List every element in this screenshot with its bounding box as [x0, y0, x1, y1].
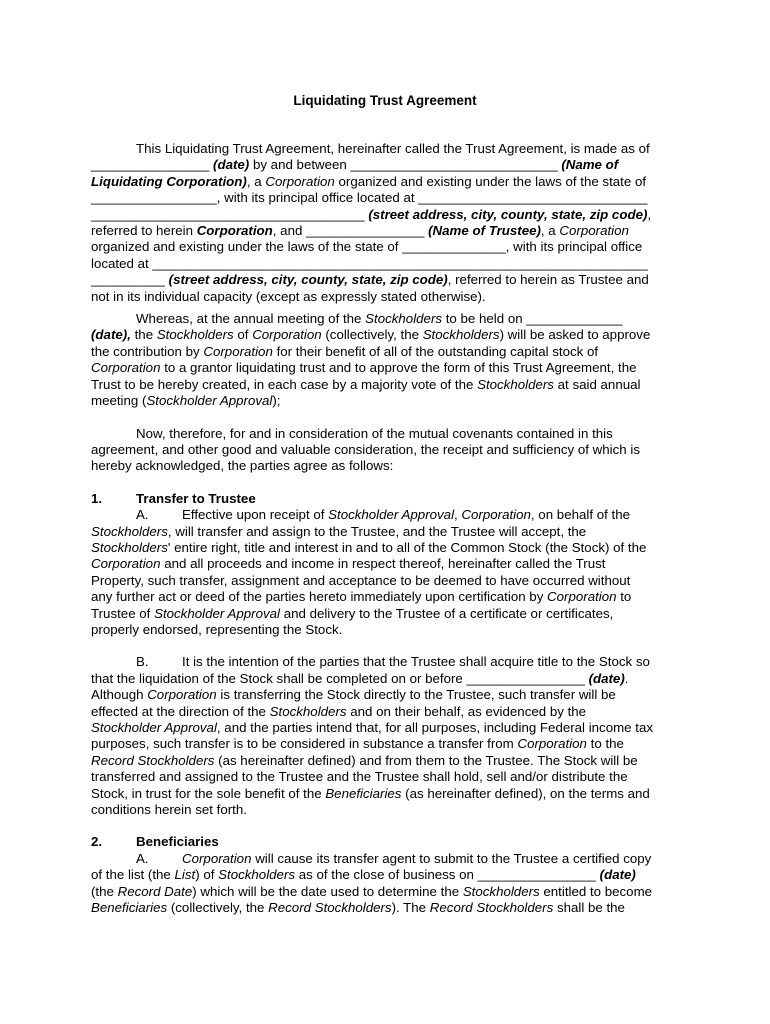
section-1b-line-5: Stockholder Approval, and the parties intend that, for all purposes, including Federal income tax: [91, 720, 654, 735]
intro-line-10: not in its individual capacity (except as expressly stated otherwise).: [91, 288, 486, 304]
intro-line-9: __________ (street address, city, county, state, zip code), referred to herein as Trustee and: [91, 272, 649, 288]
section-1a-line-4: Corporation and all proceeds and income in respect thereof, hereinafter called the Trust: [91, 556, 606, 572]
intro-paragraph: [91, 141, 681, 305]
section-1a-line-3: Stockholders' entire right, title and interest in and to all of the Common Stock (the Stock) of the: [91, 539, 647, 555]
whereas-line-6: meeting (Stockholder Approval);: [91, 393, 281, 409]
intro-line-3: Liquidating Corporation), a Corporation organized and existing under the laws of the state of: [91, 173, 647, 189]
intro-line-1: This Liquidating Trust Agreement, hereinafter called the Trust Agreement, is made as of: [136, 141, 650, 156]
section-1a-line-6: any further act or deed of the parties hereto immediately upon certification by Corporation to: [91, 589, 632, 605]
whereas-paragraph: [91, 311, 681, 409]
whereas-line-2: (date), the Stockholders of Corporation (collectively, the Stockholders) will be asked to approve: [91, 327, 651, 343]
intro-line-7: organized and existing under the laws of the state of ______________, with its principal office: [91, 239, 643, 255]
section-1a-line-2: Stockholders, will transfer and assign to the Trustee, and the Trustee will accept, the: [91, 523, 587, 539]
now-therefore-paragraph: [91, 426, 681, 475]
section-1a-line-5: Property, such transfer, assignment and acceptance to be deemed to have occurred without: [91, 572, 631, 588]
section-1b-line-9: Stock, in trust for the sole benefit of the Beneficiaries (as hereinafter defined), on the terms and: [91, 785, 650, 801]
section-2: [91, 834, 681, 916]
section-2-heading: 2. Beneficiaries: [91, 834, 219, 850]
whereas-line-1: Whereas, at the annual meeting of the Stockholders to be held on _____________: [136, 311, 623, 327]
section-1-heading: 1. Transfer to Trustee: [91, 490, 256, 506]
section-1b-line-10: conditions herein set forth.: [91, 802, 247, 818]
section-1b-line-6: purposes, such transfer is to be considered in substance a transfer from Corporation to the: [91, 736, 624, 752]
section-1b-line-8: transferred and assigned to the Trustee and the Trustee shall hold, sell and/or distribute the: [91, 769, 628, 785]
section-2a-line-1: A. Corporation will cause its transfer agent to submit to the Trustee a certified copy: [136, 850, 652, 866]
now-therefore-line-2: agreement, and other good and valuable consideration, the receipt and sufficiency of which is: [91, 441, 640, 457]
whereas-line-5: Trust to be hereby created, in each case by a majority vote of the Stockholders at said annual: [91, 376, 641, 392]
now-therefore-line-1: Now, therefore, for and in consideration of the mutual covenants contained in this: [136, 425, 613, 441]
section-1a-line-1: A. Effective upon receipt of Stockholder Approval, Corporation, on behalf of the: [136, 507, 630, 523]
section-1b-line-3: Although Corporation is transferring the Stock directly to the Trustee, such transfer will be: [91, 687, 616, 703]
section-2a-line-3: (the Record Date) which will be the date used to determine the Stockholders entitled to become: [91, 883, 653, 899]
document-body: [91, 141, 681, 916]
section-1: [91, 491, 681, 819]
section-1b-line-7: Record Stockholders (as hereinafter defined) and from them to the Trustee. The Stock will be: [91, 752, 638, 768]
now-therefore-line-3: hereby acknowledged, the parties agree as follows:: [91, 458, 394, 474]
intro-line-8: located at ___________________________________________________________________: [91, 255, 648, 271]
section-1b-line-1: B. It is the intention of the parties that the Trustee shall acquire title to the Stock so: [136, 654, 650, 670]
section-2a-line-2: of the list (the List) of Stockholders as of the close of business on ________________ (date): [91, 867, 636, 883]
intro-line-2: ________________ (date) by and between ____________________________ (Name of: [91, 157, 619, 173]
section-2a-line-4: Beneficiaries (collectively, the Record Stockholders). The Record Stockholders shall be the: [91, 900, 625, 916]
section-1b-line-4: effected at the direction of the Stockholders and on their behalf, as evidenced by the: [91, 703, 587, 719]
whereas-line-3: the contribution by Corporation for their benefit of all of the outstanding capital stock of: [91, 343, 599, 359]
section-1a-line-7: Trustee of Stockholder Approval and delivery to the Trustee of a certificate or certificates,: [91, 605, 614, 621]
intro-line-6: referred to herein Corporation, and ________________ (Name of Trustee), a Corporation: [91, 223, 629, 239]
intro-line-4: _________________, with its principal office located at _______________________________: [91, 190, 648, 206]
section-1a-line-8: properly endorsed, representing the Stock.: [91, 621, 343, 637]
document-title: Liquidating Trust Agreement: [293, 93, 477, 108]
section-1b-line-2: that the liquidation of the Stock shall be completed on or before ________________ (date).: [91, 670, 629, 686]
whereas-line-4: Corporation to a grantor liquidating trust and to approve the form of this Trust Agreement, the: [91, 360, 637, 376]
intro-line-5: _____________________________________ (street address, city, county, state, zip code),: [91, 206, 652, 222]
